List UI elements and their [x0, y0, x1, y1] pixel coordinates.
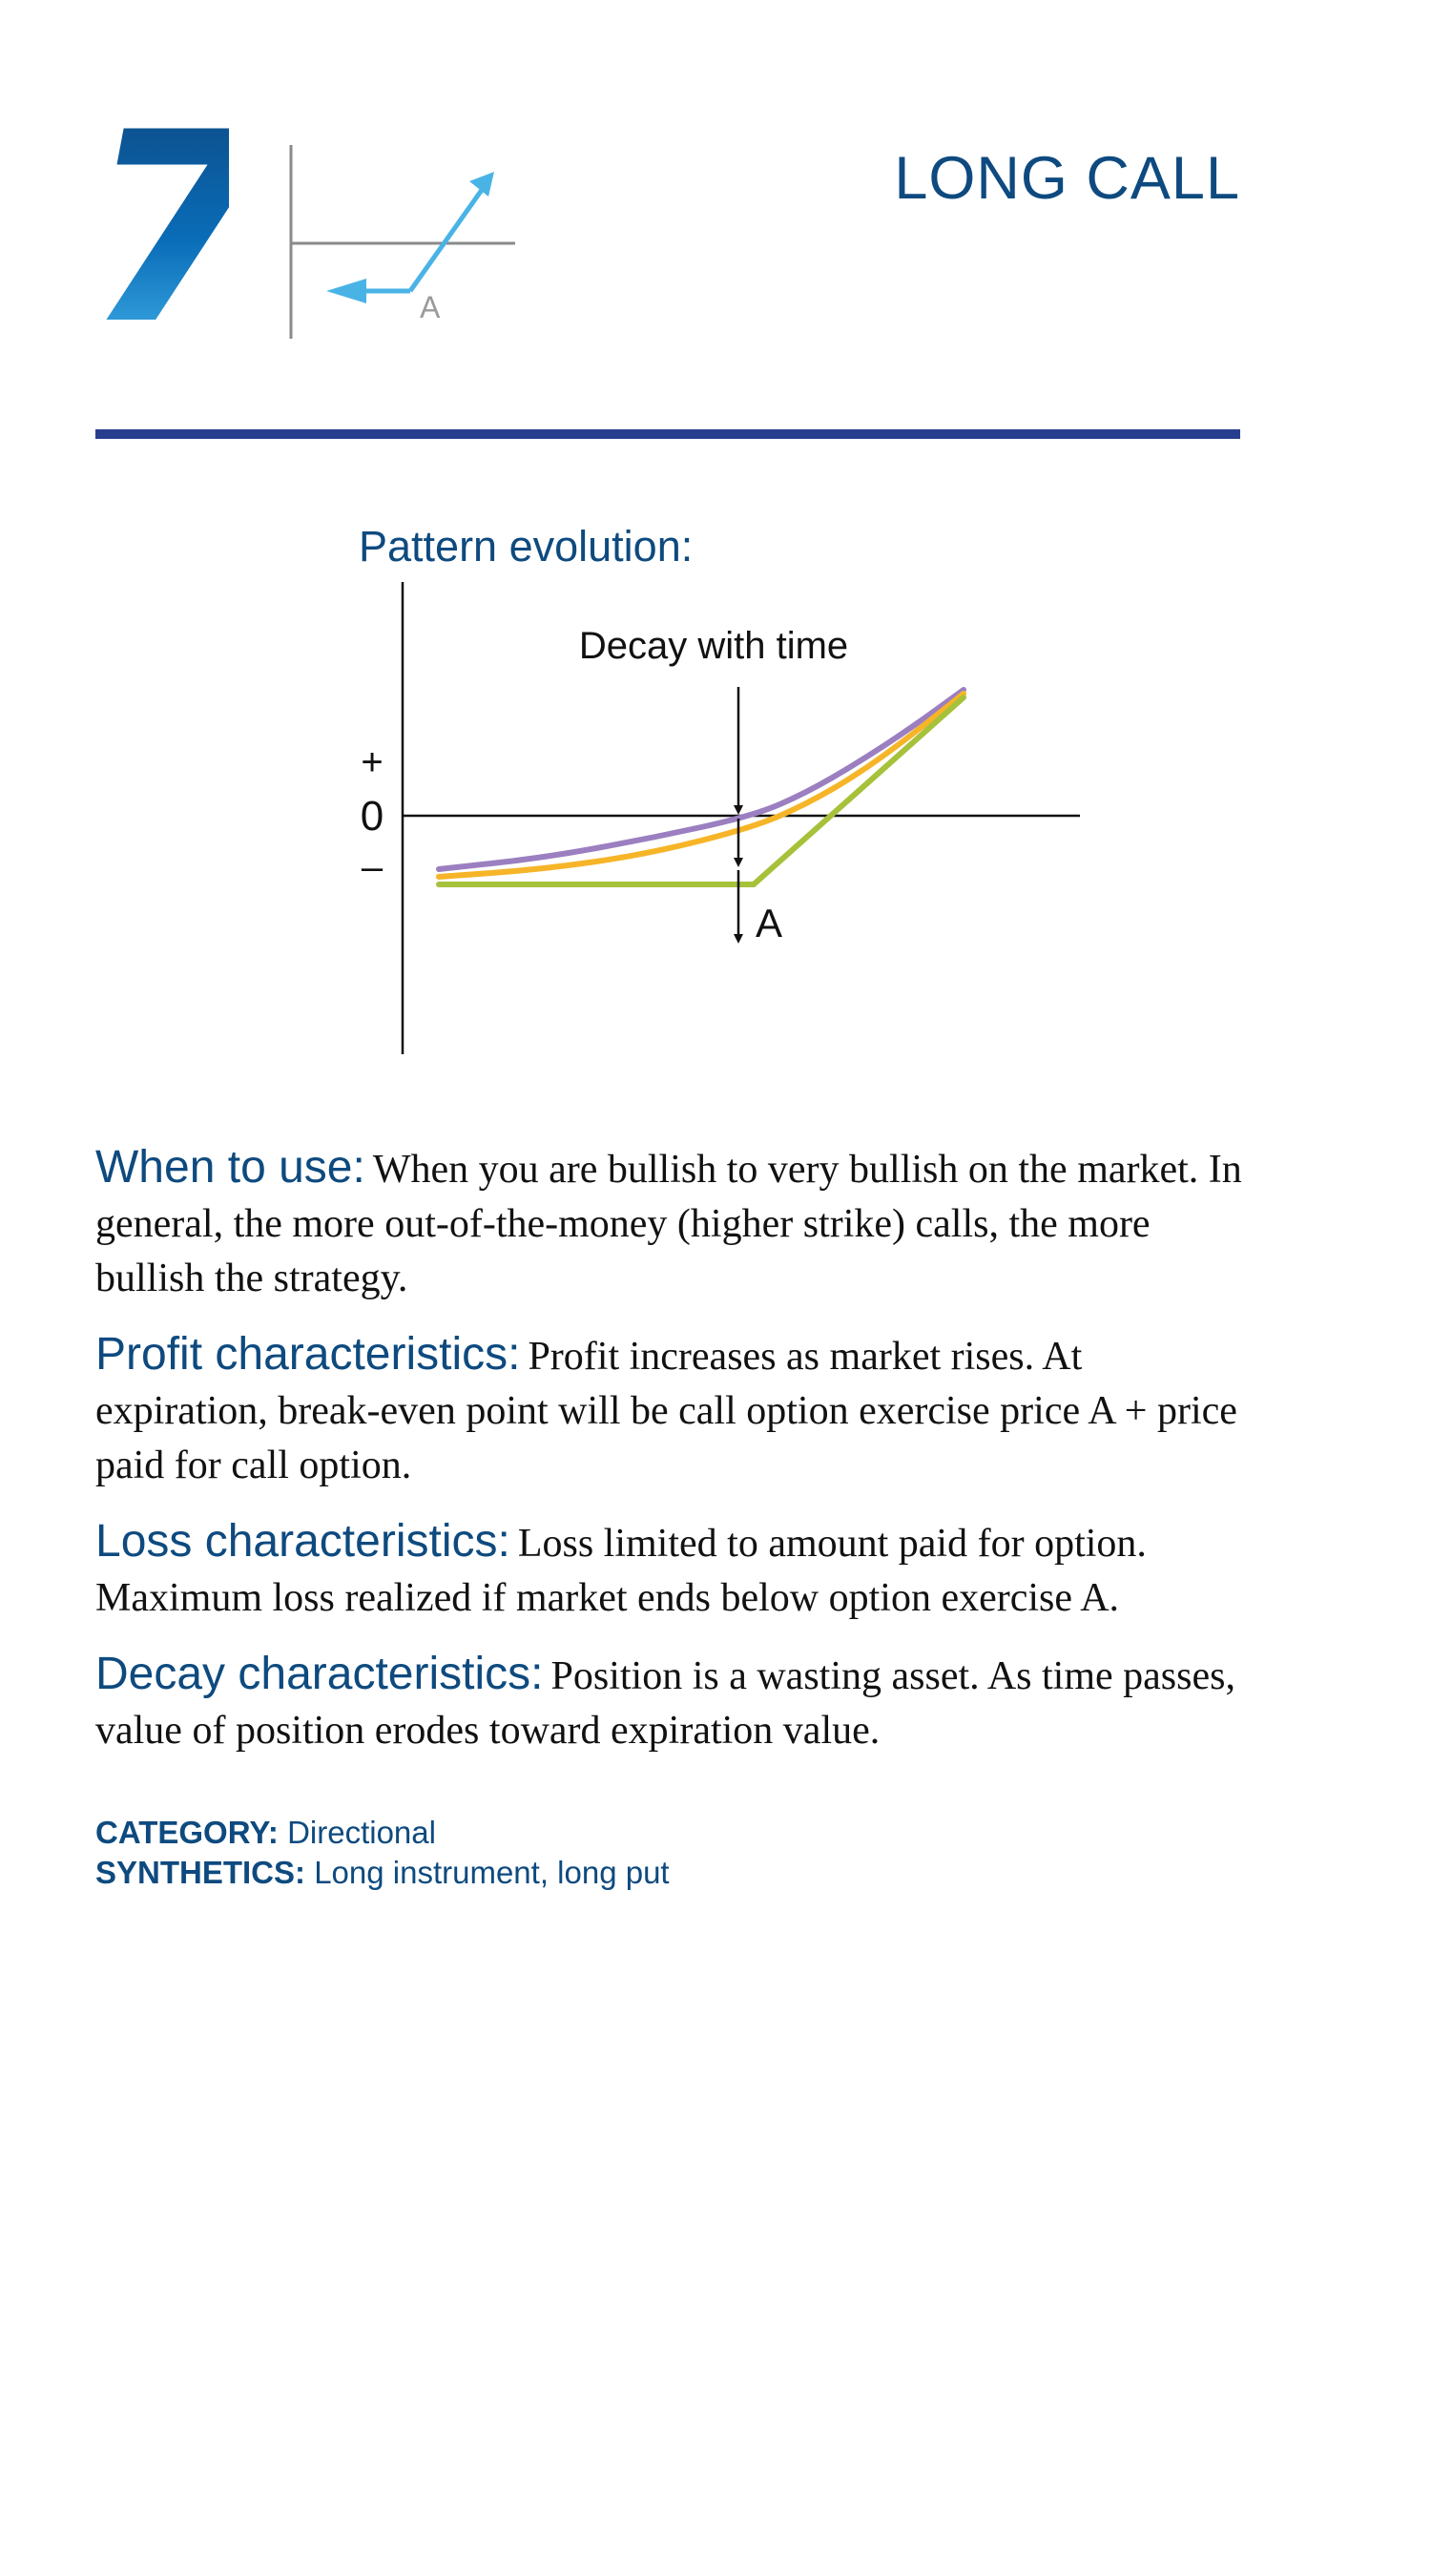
description: [95, 1140, 1259, 1779]
decay-arrow-head-0: [734, 805, 743, 815]
section-text: When you are bullish to very bullish on the market. In general, the more out-of-the-money (higher strike) calls, the more bullish the strategy.: [95, 1148, 1242, 1300]
section-text: Position is a wasting asset. As time passes, value of position erodes toward expiration value.: [95, 1654, 1235, 1753]
section-heading: When to use:: [95, 1142, 365, 1193]
synthetics-value: Long instrument, long put: [314, 1855, 670, 1890]
decay-arrow-head-1: [734, 858, 743, 867]
section-heading: Decay characteristics:: [95, 1649, 544, 1699]
payoff-series-2: [439, 697, 964, 884]
y-tick-plus: +: [361, 741, 384, 783]
profit-section: [95, 1327, 1259, 1493]
loss-section: [95, 1514, 1259, 1626]
synthetics-label: SYNTHETICS:: [95, 1855, 306, 1890]
section-text: Loss limited to amount paid for option. Maximum loss realized if market ends below option exercise A.: [95, 1522, 1147, 1620]
icon-strike-label: A: [420, 290, 441, 324]
section-heading: Loss characteristics:: [95, 1516, 510, 1567]
decay-section: [95, 1647, 1259, 1758]
section-text: Profit increases as market rises. At expiration, break-even point will be call option exercise price A + price paid for call option.: [95, 1335, 1237, 1487]
payoff-icon: [286, 143, 520, 343]
chart-title: Pattern evolution:: [359, 522, 694, 571]
y-tick-zero: 0: [360, 793, 384, 840]
page-title: LONG CALL: [894, 145, 1240, 212]
meta-info: [95, 1813, 1049, 1893]
decay-annotation: Decay with time: [578, 625, 849, 667]
strike-label: A: [756, 901, 783, 945]
decay-arrow-head-2: [734, 934, 743, 944]
y-tick-minus: –: [361, 846, 384, 888]
category-value: Directional: [287, 1815, 436, 1850]
header-divider: [95, 429, 1240, 439]
pattern-evolution-chart: [343, 572, 1088, 1069]
payoff-series-1: [439, 694, 964, 877]
section-heading: Profit characteristics:: [95, 1329, 521, 1380]
when-to-use-section: [95, 1140, 1259, 1306]
category-label: CATEGORY:: [95, 1815, 279, 1850]
category-line: [95, 1813, 1049, 1853]
synthetics-line: [95, 1853, 1049, 1893]
strategy-number: 7: [86, 76, 263, 382]
